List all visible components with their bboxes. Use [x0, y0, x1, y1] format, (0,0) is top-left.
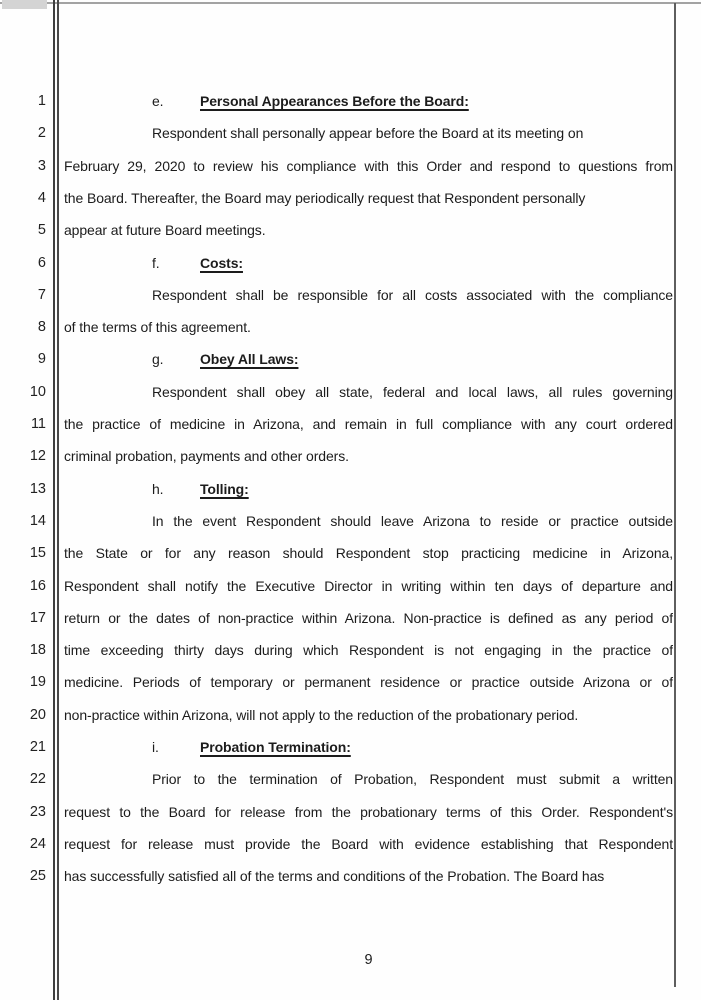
document-line: criminal probation, payments and other orders. [64, 448, 349, 464]
line-number: 5 [37, 222, 46, 238]
line-number: 12 [29, 448, 46, 464]
section-letter: f. [152, 255, 160, 271]
line-number: 6 [37, 255, 46, 271]
document-line: the State or for any reason should Respondent stop practicing medicine in Arizona, [64, 545, 673, 561]
document-line: medicine. Periods of temporary or permanent residence or practice outside Arizona or of [64, 674, 673, 690]
document-line: February 29, 2020 to review his compliance with this Order and respond to questions from [64, 158, 673, 174]
section-letter: i. [152, 739, 159, 755]
document-line: the practice of medicine in Arizona, and remain in full compliance with any court ordered [64, 416, 673, 432]
document-line: return or the dates of non-practice within Arizona. Non-practice is defined as any period of [64, 610, 673, 626]
document-line: has successfully satisfied all of the terms and conditions of the Probation. The Board has [64, 868, 605, 884]
document-line: Respondent shall personally appear before the Board at its meeting on [152, 125, 584, 141]
line-number: 15 [29, 545, 46, 561]
section-title: Probation Termination: [200, 739, 351, 755]
line-number: 23 [29, 804, 46, 820]
section-heading [64, 736, 673, 760]
line-number: 18 [29, 642, 46, 658]
section-title: Tolling: [200, 481, 249, 497]
document-line: request to the Board for release from the probationary terms of this Order. Respondent's [64, 804, 673, 820]
line-number: 25 [29, 868, 46, 884]
line-number: 21 [29, 739, 46, 755]
line-number: 8 [37, 319, 46, 335]
section-heading [64, 348, 673, 372]
line-number: 14 [29, 513, 46, 529]
line-number: 3 [37, 158, 46, 174]
document-line: Respondent shall obey all state, federal and local laws, all rules governing [152, 384, 673, 400]
document-line: Prior to the termination of Probation, Respondent must submit a written [152, 771, 673, 787]
document-line: of the terms of this agreement. [64, 319, 251, 335]
document-line: In the event Respondent should leave Arizona to reside or practice outside [152, 513, 673, 529]
section-title: Personal Appearances Before the Board: [200, 93, 469, 109]
section-title: Obey All Laws: [200, 351, 299, 367]
section-heading [64, 90, 673, 114]
document-line: the Board. Thereafter, the Board may periodically request that Respondent personally [64, 190, 586, 206]
line-number: 19 [29, 674, 46, 690]
line-number: 7 [37, 287, 46, 303]
page-number: 9 [364, 952, 373, 968]
section-letter: e. [152, 93, 164, 109]
line-number: 4 [37, 190, 46, 206]
line-number: 22 [29, 771, 46, 787]
line-number: 17 [29, 610, 46, 626]
section-letter: h. [152, 481, 164, 497]
line-number: 1 [37, 93, 46, 109]
document-line: appear at future Board meetings. [64, 222, 266, 238]
line-number: 10 [29, 384, 46, 400]
document-line: non-practice within Arizona, will not apply to the reduction of the probationary period. [64, 707, 579, 723]
line-number: 16 [29, 578, 46, 594]
document-line: time exceeding thirty days during which Respondent is not engaging in the practice of [64, 642, 673, 658]
document-line: Respondent shall notify the Executive Director in writing within ten days of departure and [64, 578, 673, 594]
line-number: 20 [29, 707, 46, 723]
section-heading [64, 252, 673, 276]
line-number: 24 [29, 836, 46, 852]
document-line: request for release must provide the Board with evidence establishing that Respondent [64, 836, 673, 852]
section-heading [64, 478, 673, 502]
document-line: Respondent shall be responsible for all costs associated with the compliance [152, 287, 673, 303]
section-title: Costs: [200, 255, 243, 271]
section-letter: g. [152, 351, 164, 367]
line-number: 2 [37, 125, 46, 141]
line-number: 11 [30, 416, 46, 432]
line-number: 13 [29, 481, 46, 497]
line-number: 9 [37, 351, 46, 367]
